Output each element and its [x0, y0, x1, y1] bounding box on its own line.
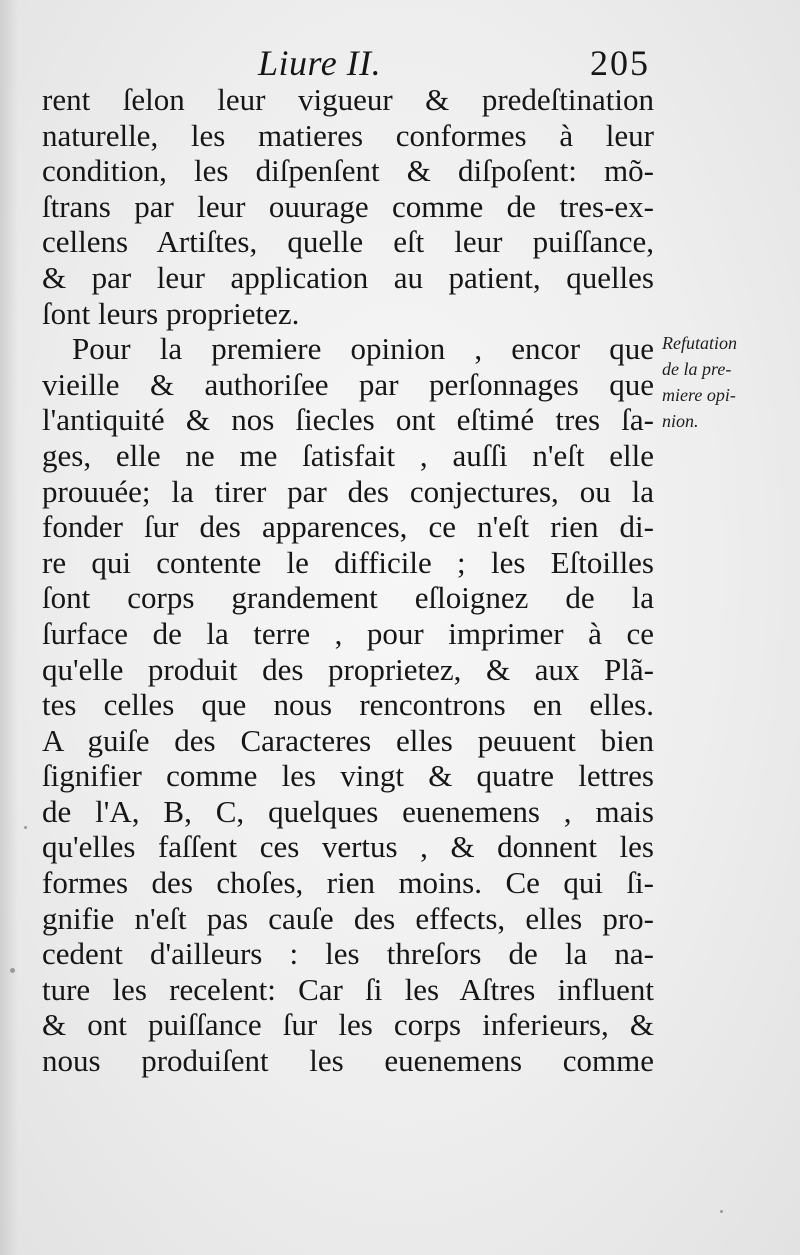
text-line: Pour la premiere opinion , encor que	[72, 331, 654, 367]
text-line: fonder ſur des apparences, ce n'eſt rien di-	[42, 509, 654, 545]
body-text	[42, 82, 654, 1079]
text-line: qu'elle produit des proprietez, & aux Plã-	[42, 651, 654, 687]
paper-speck	[720, 1210, 723, 1213]
running-title: Liure II.	[258, 43, 382, 83]
text-line: l'antiquité & nos ſiecles ont eſtimé tres ſa-	[42, 402, 654, 438]
text-line: A guiſe des Caracteres elles peuuent bien	[42, 722, 654, 758]
margin-note-line: miere opi-	[662, 385, 736, 405]
margin-note	[662, 330, 794, 434]
margin-note-line: nion.	[662, 411, 699, 431]
text-line: vieille & authoriſee par perſonnages que	[42, 366, 654, 402]
text-line: ſurface de la terre , pour imprimer à ce	[42, 615, 654, 651]
text-line: rent ſelon leur vigueur & predeſtination	[42, 82, 654, 117]
text-line: condition, les diſpenſent & diſpoſent: mõ-	[42, 153, 654, 189]
spine-shadow	[0, 0, 18, 1255]
text-line: tes celles que nous rencontrons en elles.	[42, 687, 654, 723]
text-line: ges, elle ne me ſatisfait , auſſi n'eſt elle	[42, 437, 654, 473]
text-line: cedent d'ailleurs : les threſors de la na-	[42, 936, 654, 972]
text-line: cellens Artiſtes, quelle eſt leur puiſſance,	[42, 224, 654, 260]
page-number: 205	[590, 43, 650, 83]
text-line: ſont corps grandement eſloignez de la	[42, 580, 654, 616]
text-line: ſignifier comme les vingt & quatre lettres	[42, 758, 654, 794]
text-line: re qui contente le difficile ; les Eſtoilles	[42, 544, 654, 580]
text-line: ſtrans par leur ouurage comme de tres-ex-	[42, 188, 654, 224]
text-line: formes des choſes, rien moins. Ce qui ſi-	[42, 865, 654, 901]
text-line: ſont leurs proprietez.	[42, 295, 300, 331]
margin-note-line: Refutation	[662, 333, 737, 353]
text-line: de l'A, B, C, quelques euenemens , mais	[42, 793, 654, 829]
text-line: ture les recelent: Car ſi les Aſtres influent	[42, 971, 654, 1007]
text-line: nous produiſent les euenemens comme	[42, 1043, 654, 1079]
text-line: & par leur application au patient, quelles	[42, 259, 654, 295]
text-line: prouuée; la tirer par des conjectures, ou la	[42, 473, 654, 509]
margin-note-line: de la pre-	[662, 359, 732, 379]
text-line: & ont puiſſance ſur les corps inferieurs, &	[42, 1007, 654, 1043]
text-line: gnifie n'eſt pas cauſe des effects, elles pro-	[42, 900, 654, 936]
text-line: qu'elles faſſent ces vertus , & donnent les	[42, 829, 654, 865]
paper-speck	[24, 826, 27, 829]
text-line: naturelle, les matieres conformes à leur	[42, 117, 654, 153]
paper-speck	[10, 968, 15, 973]
